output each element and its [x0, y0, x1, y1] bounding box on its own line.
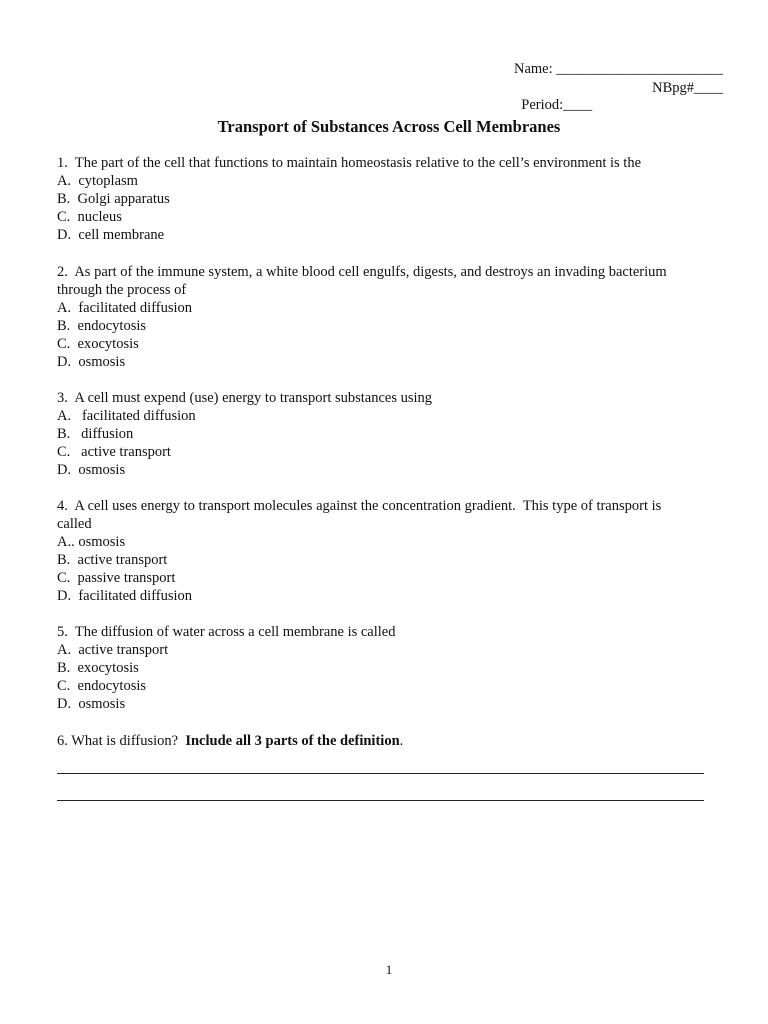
page-number: 1 [385, 962, 393, 977]
question-6-stem [57, 732, 712, 750]
question-6 [57, 732, 712, 750]
question-2-option-a[interactable]: A. facilitated diffusion [57, 300, 193, 317]
question-1-option-a[interactable]: A. cytoplasm [57, 173, 138, 190]
question-1 [57, 154, 712, 244]
question-2-stem-line-2: through the process of [57, 282, 187, 299]
question-5-option-a[interactable]: A. active transport [57, 642, 169, 659]
question-3-stem: 3. A cell must expend (use) energy to transport substances using [57, 390, 433, 406]
question-3-option-a[interactable]: A. facilitated diffusion [57, 408, 196, 425]
question-4-option-c[interactable]: C. passive transport [57, 570, 176, 587]
question-2-option-c[interactable]: C. exocytosis [57, 336, 139, 353]
question-6-suffix: . [399, 733, 404, 749]
period-field[interactable]: Period:____ [521, 97, 593, 113]
question-3-option-c[interactable]: C. active transport [57, 444, 171, 461]
question-4-stem-line-1: 4. A cell uses energy to transport molecules against the concentration gradient. This type of transport is [57, 498, 662, 514]
question-3-option-b[interactable]: B. diffusion [57, 426, 134, 443]
question-2-stem-line-1: 2. As part of the immune system, a white blood cell engulfs, digests, and destroys an invading bacterium [57, 264, 667, 280]
question-1-option-c[interactable]: C. nucleus [57, 209, 122, 226]
question-5-option-d[interactable]: D. osmosis [57, 696, 126, 713]
question-6-prefix: 6. What is diffusion? [57, 733, 186, 749]
question-5-stem: 5. The diffusion of water across a cell membrane is called [57, 624, 396, 640]
answer-line-2[interactable] [57, 800, 704, 801]
page-title: Transport of Substances Across Cell Membranes [217, 117, 561, 136]
question-4-stem-line-2: called [57, 516, 92, 533]
question-4 [57, 497, 712, 606]
question-3-option-d[interactable]: D. osmosis [57, 462, 126, 479]
answer-line-1[interactable] [57, 773, 704, 774]
question-5-option-c[interactable]: C. endocytosis [57, 678, 147, 695]
question-5 [57, 623, 712, 713]
question-2-option-d[interactable]: D. osmosis [57, 354, 126, 371]
question-4-option-a[interactable]: A.. osmosis [57, 534, 126, 551]
question-1-option-b[interactable]: B. Golgi apparatus [57, 191, 170, 208]
question-2-option-b[interactable]: B. endocytosis [57, 318, 147, 335]
question-6-emphasis: Include all 3 parts of the definition [185, 733, 400, 749]
nbpg-field[interactable]: NBpg#____ [652, 80, 723, 96]
question-3 [57, 389, 712, 479]
question-4-option-b[interactable]: B. active transport [57, 552, 168, 569]
question-1-stem: 1. The part of the cell that functions to maintain homeostasis relative to the cell’s environment is the [57, 155, 642, 171]
question-2 [57, 263, 712, 372]
question-4-option-d[interactable]: D. facilitated diffusion [57, 588, 193, 605]
question-5-option-b[interactable]: B. exocytosis [57, 660, 139, 677]
question-1-option-d[interactable]: D. cell membrane [57, 227, 165, 244]
name-field[interactable]: Name: _______________________ [513, 61, 723, 77]
